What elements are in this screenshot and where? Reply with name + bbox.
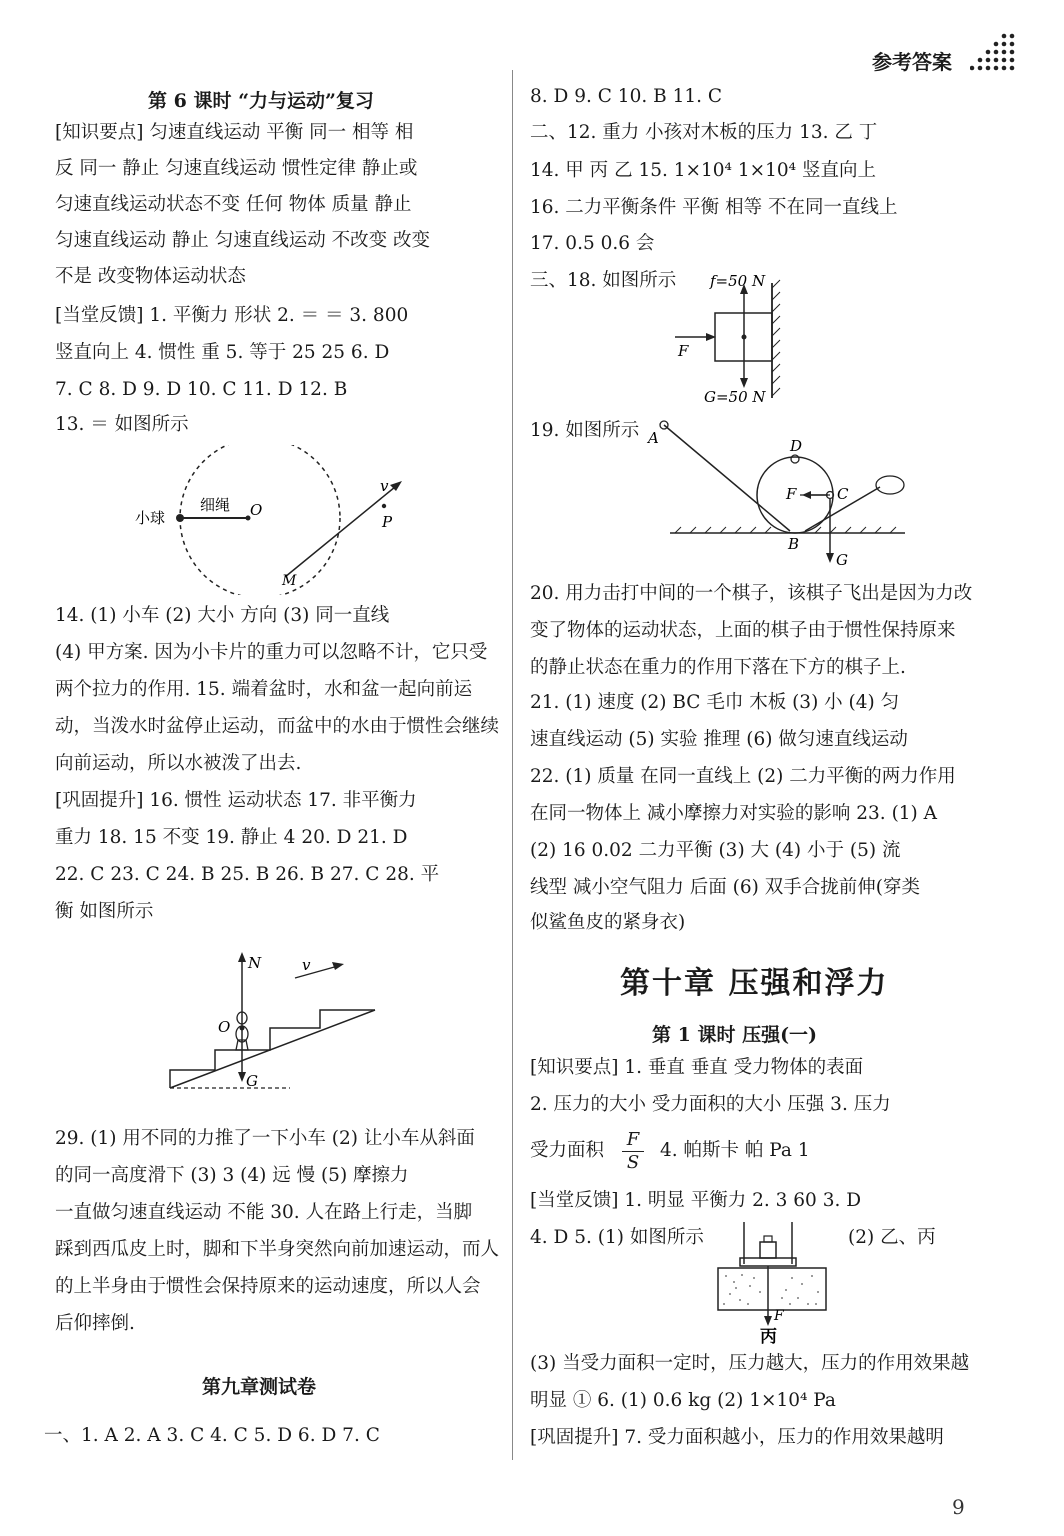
lesson-title: 第 1 课时 压强(一)	[652, 1024, 818, 1046]
label-M: M	[282, 573, 297, 589]
text-line: 一、1. A 2. A 3. C 4. C 5. D 6. D 7. C	[44, 1425, 380, 1446]
text-line: 不是 改变物体运动状态	[55, 266, 246, 287]
label-N: N	[248, 954, 262, 972]
text-line: 重力 18. 15 不变 19. 静止 4 20. D 21. D	[55, 827, 408, 848]
figure-caption: 丙	[760, 1327, 777, 1345]
lesson-title: 第 6 课时 “力与运动”复习	[148, 90, 374, 112]
text-line: [当堂反馈] 1. 明显 平衡力 2. 3 60 3. D	[530, 1190, 862, 1211]
text-line: 竖直向上 4. 惯性 重 5. 等于 25 25 6. D	[55, 342, 390, 363]
text-line: 19. 如图所示	[530, 420, 640, 441]
text-line: 4. 帕斯卡 帕 Pa 1	[660, 1140, 810, 1161]
page-number: 9	[952, 1495, 965, 1519]
fraction	[622, 1130, 644, 1173]
text-line: 8. D 9. C 10. B 11. C	[530, 86, 723, 107]
label-v: v	[380, 477, 389, 495]
text-line: (3) 当受力面积一定时，压力越大，压力的作用效果越	[530, 1353, 970, 1374]
label-O: O	[250, 501, 263, 519]
text-line: 22. (1) 质量 在同一直线上 (2) 二力平衡的两力作用	[530, 766, 956, 787]
text-line: 速直线运动 (5) 实验 推理 (6) 做匀速直线运动	[530, 729, 908, 750]
label-C: C	[837, 485, 849, 503]
text-line: 14. (1) 小车 (2) 大小 方向 (3) 同一直线	[55, 605, 390, 626]
figure-pressure	[712, 1220, 832, 1345]
test-title: 第九章测试卷	[202, 1376, 317, 1398]
text-line: [知识要点] 1. 垂直 垂直 受力物体的表面	[530, 1057, 864, 1078]
text-line: 20. 用力击打中间的一个棋子，该棋子飞出是因为力改	[530, 583, 973, 604]
figure-circular-motion	[120, 445, 420, 595]
text-line: 的静止状态在重力的作用下落在下方的棋子上.	[530, 657, 906, 678]
text-line: 匀速直线运动 静止 匀速直线运动 不改变 改变	[55, 230, 431, 251]
label-F: F	[678, 342, 689, 360]
label-A: A	[648, 429, 659, 447]
figure-block-wall	[670, 268, 800, 408]
text-line: 衡 如图所示	[55, 901, 154, 922]
text-line: (2) 16 0.02 二力平衡 (3) 大 (4) 小于 (5) 流	[530, 840, 901, 861]
text-line: 一直做匀速直线运动 不能 30. 人在路上行走，当脚	[55, 1202, 473, 1223]
text-line: 4. D 5. (1) 如图所示	[530, 1227, 704, 1248]
text-line: [巩固提升] 16. 惯性 运动状态 17. 非平衡力	[55, 790, 417, 811]
label-B: B	[788, 535, 800, 553]
label-D: D	[790, 437, 803, 455]
label-G: G=50 N	[704, 388, 766, 406]
figure-ball-rope	[640, 415, 920, 575]
label-P: P	[382, 513, 393, 531]
text-line: 反 同一 静止 匀速直线运动 惯性定律 静止或	[55, 158, 418, 179]
text-line: 后仰摔倒.	[55, 1313, 135, 1334]
text-line: 两个拉力的作用. 15. 端着盆时，水和盆一起向前运	[55, 679, 473, 700]
figure-escalator	[160, 948, 390, 1098]
text-line: 变了物体的运动状态，上面的棋子由于惯性保持原来	[530, 620, 956, 641]
column-divider	[512, 70, 513, 1460]
text-line: 14. 甲 丙 乙 15. 1×10⁴ 1×10⁴ 竖直向上	[530, 160, 876, 181]
text-line: (2) 乙、丙	[848, 1227, 936, 1248]
text-line: 向前运动，所以水被泼了出去.	[55, 753, 302, 774]
text-line: 16. 二力平衡条件 平衡 相等 不在同一直线上	[530, 197, 898, 218]
text-line: 的同一高度滑下 (3) 3 (4) 远 慢 (5) 摩擦力	[55, 1165, 409, 1186]
header-dots-decoration	[970, 32, 1020, 72]
text-line: 二、12. 重力 小孩对木板的压力 13. 乙 丁	[530, 122, 878, 143]
text-line: 踩到西瓜皮上时，脚和下半身突然向前加速运动，而人	[55, 1239, 500, 1260]
label-v: v	[302, 956, 311, 974]
label-F: F	[774, 1308, 784, 1324]
label-f: f=50 N	[710, 272, 766, 290]
text-line: [知识要点] 匀速直线运动 平衡 同一 相等 相	[55, 122, 414, 143]
formula-prefix: 受力面积	[530, 1140, 605, 1161]
text-line: 21. (1) 速度 (2) BC 毛巾 木板 (3) 小 (4) 匀	[530, 692, 900, 713]
text-line: 动，当泼水时盆停止运动，而盆中的水由于惯性会继续	[55, 716, 500, 737]
label-G: G	[246, 1072, 258, 1090]
text-line: 13. ＝ 如图所示	[55, 414, 189, 435]
label-O: O	[218, 1018, 231, 1036]
label-F: F	[786, 485, 797, 503]
text-line: 29. (1) 用不同的力推了一下小车 (2) 让小车从斜面	[55, 1128, 475, 1149]
fraction-numerator: F	[626, 1129, 640, 1150]
text-line: 似鲨鱼皮的紧身衣)	[530, 912, 686, 933]
text-line: (4) 甲方案. 因为小卡片的重力可以忽略不计，它只受	[55, 642, 488, 663]
header-label: 参考答案	[872, 50, 952, 74]
text-line: 7. C 8. D 9. D 10. C 11. D 12. B	[55, 379, 348, 400]
fraction-denominator: S	[626, 1152, 640, 1173]
text-line: 在同一物体上 减小摩擦力对实验的影响 23. (1) A	[530, 803, 938, 824]
text-line: 明显 ① 6. (1) 0.6 kg (2) 1×10⁴ Pa	[530, 1390, 836, 1411]
label-rope: 细绳	[200, 496, 231, 514]
label-ball: 小球	[135, 509, 166, 527]
text-line: 2. 压力的大小 受力面积的大小 压强 3. 压力	[530, 1094, 891, 1115]
text-line: 22. C 23. C 24. B 25. B 26. B 27. C 28. 平	[55, 864, 440, 885]
text-line: [巩固提升] 7. 受力面积越小，压力的作用效果越明	[530, 1427, 944, 1448]
chapter-title: 第十章 压强和浮力	[620, 966, 889, 1001]
text-line: 17. 0.5 0.6 会	[530, 233, 655, 254]
text-line: 三、18. 如图所示	[530, 270, 677, 291]
text-line: 匀速直线运动状态不变 任何 物体 质量 静止	[55, 194, 412, 215]
text-line: 线型 减小空气阻力 后面 (6) 双手合拢前伸(穿类	[530, 877, 920, 898]
label-G: G	[836, 551, 848, 569]
text-line: [当堂反馈] 1. 平衡力 形状 2. ＝ ＝ 3. 800	[55, 305, 409, 326]
text-line: 的上半身由于惯性会保持原来的运动速度，所以人会	[55, 1276, 481, 1297]
